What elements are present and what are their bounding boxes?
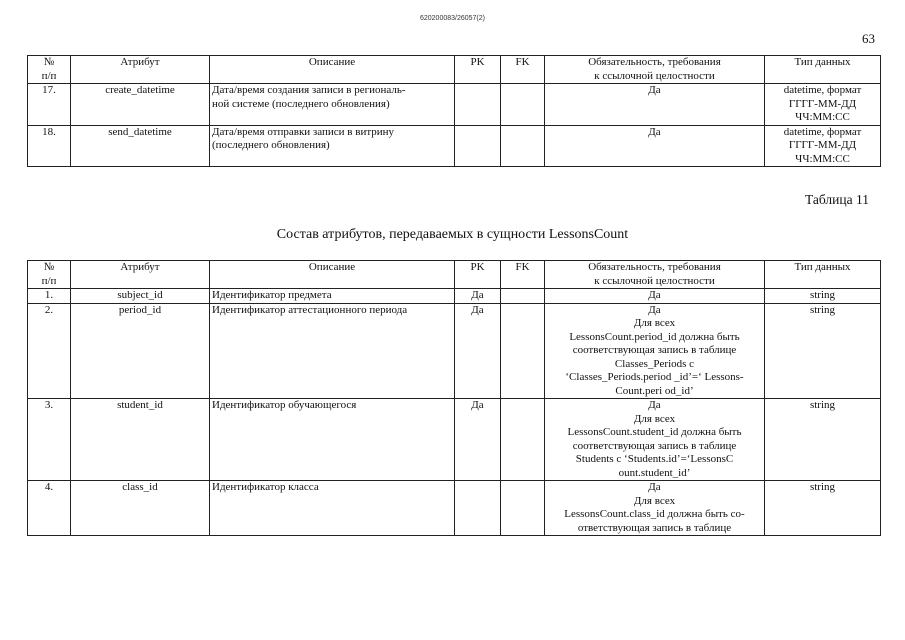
row-attribute: period_id <box>71 303 210 399</box>
row-number: 1. <box>28 289 71 304</box>
header-fk: FK <box>501 261 545 289</box>
table-row <box>28 399 881 481</box>
row-description: Дата/время отправки записи в витрину (последнего обновления) <box>210 125 455 167</box>
row-data-type: datetime, формат ГГГГ-ММ-ДД ЧЧ:ММ:СС <box>765 84 881 126</box>
row-data-type: string <box>765 289 881 304</box>
row-fk <box>501 125 545 167</box>
row-requirements: Да Для всех LessonsCount.class_id должна быть со- ответствующая запись в таблице <box>545 481 765 536</box>
header-description: Описание <box>210 56 455 84</box>
row-number: 18. <box>28 125 71 167</box>
row-description: Дата/время создания записи в региональ- ной системе (последнего обновления) <box>210 84 455 126</box>
row-pk <box>455 481 501 536</box>
row-pk <box>455 125 501 167</box>
table-caption: Состав атрибутов, передаваемых в сущности LessonsCount <box>276 227 629 242</box>
table-header-row <box>28 56 881 84</box>
row-number: 4. <box>28 481 71 536</box>
table-row <box>28 84 881 126</box>
page-number: 63 <box>862 31 875 46</box>
row-description: Идентификатор предмета <box>210 289 455 304</box>
row-pk <box>455 84 501 126</box>
table-row <box>28 125 881 167</box>
row-requirements: Да Для всех LessonsCount.period_id должна быть соответствующая запись в таблице Classes_Periods с ‘Classes_Periods.period _id’=‘ Lessons- Count.peri od_id’ <box>545 303 765 399</box>
row-requirements: Да <box>545 84 765 126</box>
row-fk <box>501 303 545 399</box>
row-data-type: string <box>765 399 881 481</box>
row-number: 3. <box>28 399 71 481</box>
header-pk: PK <box>455 261 501 289</box>
row-requirements: Да <box>545 125 765 167</box>
header-attribute: Атрибут <box>71 56 210 84</box>
row-pk: Да <box>455 399 501 481</box>
row-description: Идентификатор обучающегося <box>210 399 455 481</box>
table-header-row <box>28 261 881 289</box>
row-requirements: Да Для всех LessonsCount.student_id должна быть соответствующая запись в таблице Students с ‘Students.id’=‘LessonsC ount.student_id’ <box>545 399 765 481</box>
row-data-type: string <box>765 303 881 399</box>
row-description: Идентификатор аттестационного периода <box>210 303 455 399</box>
row-requirements: Да <box>545 289 765 304</box>
header-data-type: Тип данных <box>765 56 881 84</box>
row-data-type: string <box>765 481 881 536</box>
row-number: 2. <box>28 303 71 399</box>
row-description: Идентификатор класса <box>210 481 455 536</box>
header-data-type: Тип данных <box>765 261 881 289</box>
document-id: 620200083/26057(2) <box>419 15 485 22</box>
attributes-table-continued <box>27 55 881 167</box>
table-row <box>28 481 881 536</box>
row-attribute: student_id <box>71 399 210 481</box>
table-label: Таблица 11 <box>805 192 869 207</box>
header-description: Описание <box>210 261 455 289</box>
row-data-type: datetime, формат ГГГГ-ММ-ДД ЧЧ:ММ:СС <box>765 125 881 167</box>
header-attribute: Атрибут <box>71 261 210 289</box>
table-row <box>28 303 881 399</box>
header-fk: FK <box>501 56 545 84</box>
row-fk <box>501 481 545 536</box>
lessonscount-attributes-table <box>27 260 881 536</box>
row-attribute: send_datetime <box>71 125 210 167</box>
row-pk: Да <box>455 303 501 399</box>
header-requirements: Обязательность, требования к ссылочной целостности <box>545 261 765 289</box>
row-attribute: create_datetime <box>71 84 210 126</box>
header-pk: PK <box>455 56 501 84</box>
header-requirements: Обязательность, требования к ссылочной целостности <box>545 56 765 84</box>
header-number: № п/п <box>28 56 71 84</box>
row-fk <box>501 399 545 481</box>
row-fk <box>501 84 545 126</box>
header-number: № п/п <box>28 261 71 289</box>
table-row <box>28 289 881 304</box>
row-pk: Да <box>455 289 501 304</box>
row-number: 17. <box>28 84 71 126</box>
row-fk <box>501 289 545 304</box>
row-attribute: subject_id <box>71 289 210 304</box>
row-attribute: class_id <box>71 481 210 536</box>
